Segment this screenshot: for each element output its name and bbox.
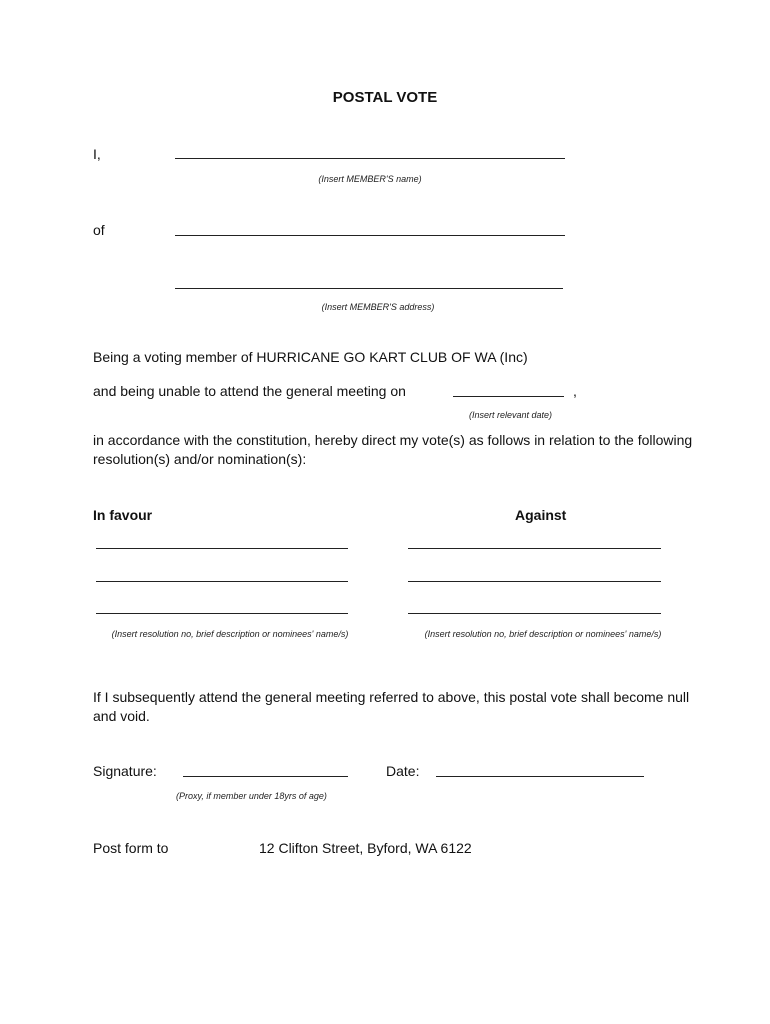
signature-label: Signature: (93, 763, 157, 779)
page-title: POSTAL VOTE (332, 89, 438, 106)
against-field-2[interactable] (408, 581, 661, 582)
date-field[interactable] (436, 776, 644, 777)
against-field-3[interactable] (408, 613, 661, 614)
unable-to-attend-statement: and being unable to attend the general meeting on (93, 383, 406, 399)
of-label: of (93, 222, 105, 238)
against-hint: (Insert resolution no, brief description or nominees' name/s) (424, 629, 662, 639)
meeting-date-field[interactable] (453, 396, 564, 397)
in-favour-field-2[interactable] (96, 581, 348, 582)
against-field-1[interactable] (408, 548, 661, 549)
member-address-field-line1[interactable] (175, 235, 565, 236)
meeting-date-hint: (Insert relevant date) (469, 410, 553, 420)
signature-field[interactable] (183, 776, 348, 777)
member-address-field-line2[interactable] (175, 288, 563, 289)
voting-member-statement: Being a voting member of HURRICANE GO KART CLUB OF WA (Inc) (93, 349, 528, 365)
against-heading: Against (515, 507, 567, 523)
void-notice: If I subsequently attend the general meeting referred to above, this postal vote shall become null and void. (93, 689, 690, 724)
in-favour-hint: (Insert resolution no, brief description or nominees' name/s) (111, 629, 349, 639)
member-name-hint: (Insert MEMBER'S name) (318, 174, 422, 184)
post-address: 12 Clifton Street, Byford, WA 6122 (259, 840, 472, 856)
in-favour-field-1[interactable] (96, 548, 348, 549)
direction-statement: in accordance with the constitution, hereby direct my vote(s) as follows in relation to the following resolution(s) and/or nomination(s): (93, 432, 693, 467)
proxy-hint: (Proxy, if member under 18yrs of age) (176, 791, 327, 801)
i-label: I, (93, 146, 101, 162)
in-favour-heading: In favour (93, 507, 153, 523)
member-address-hint: (Insert MEMBER'S address) (321, 302, 435, 312)
member-name-field[interactable] (175, 158, 565, 159)
in-favour-field-3[interactable] (96, 613, 348, 614)
comma: , (573, 383, 577, 399)
date-label: Date: (386, 763, 420, 779)
post-form-label: Post form to (93, 840, 169, 856)
